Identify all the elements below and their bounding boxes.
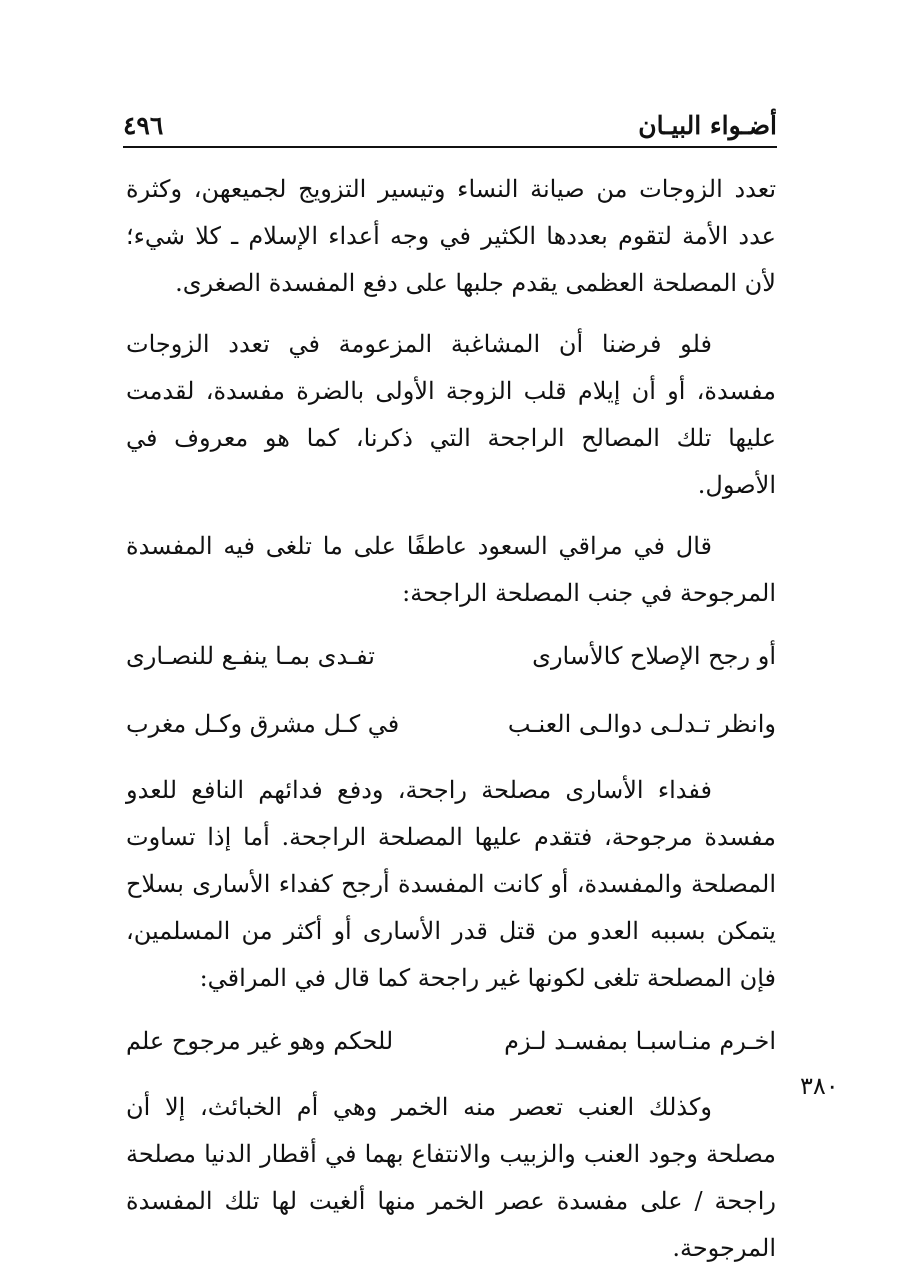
verse-second-hemistich: في كـل مشرق وكـل مغرب <box>126 710 400 738</box>
paragraph: فلو فرضنا أن المشاغبة المزعومة في تعدد الزوجات مفسدة، أو أن إيلام قلب الزوجة الأولى بالضرة مفسدة، لقدمت عليها تلك المصالح الراجحة التي ذكرنا، كما هو معروف في الأصول. <box>126 330 776 499</box>
margin-page-reference: ٣٨٠ <box>800 1072 839 1100</box>
page-number: ٤٩٦ <box>123 111 164 140</box>
paragraph: وكذلك العنب تعصر منه الخمر وهي أم الخبائث، إلا أن مصلحة وجود العنب والزبيب والانتفاع بهما في أقطار الدنيا مصلحة راجحة / على مفسدة عصر الخمر منها ألغيت لها تلك المفسدة المرجوحة. <box>126 1093 776 1262</box>
verse-line <box>126 1016 776 1066</box>
verse-first-hemistich: اخـرم منـاسبـا بمفسـد لـزم <box>504 1027 776 1055</box>
page-body <box>126 166 776 1286</box>
paragraph: ففداء الأسارى مصلحة راجحة، ودفع فدائهم النافع للعدو مفسدة مرجوحة، فتقدم عليها المصلحة الراجحة. أما إذا تساوت المصلحة والمفسدة، أو كانت المفسدة أرجح كفداء الأسارى بسلاح يتمكن بسببه العدو من قتل قدر الأسارى أو أكثر من المسلمين، فإن المصلحة تلغى لكونها غير راجحة كما قال في المراقي: <box>126 776 776 992</box>
verse-line <box>126 631 776 681</box>
verse-first-hemistich: أو رجح الإصلاح كالأسارى <box>532 642 776 670</box>
book-title: أضـواء البيـان <box>638 111 777 140</box>
verse-line <box>126 699 776 749</box>
verse-second-hemistich: للحكم وهو غير مرجوح علم <box>126 1027 394 1055</box>
verse-first-hemistich: وانظر تـدلـى دوالـى العنـب <box>507 710 776 738</box>
paragraph: قال في مراقي السعود عاطفًا على ما تلغى فيه المفسدة المرجوحة في جنب المصلحة الراجحة: <box>126 532 776 607</box>
paragraph: تعدد الزوجات من صيانة النساء وتيسير التزويج لجميعهن، وكثرة عدد الأمة لتقوم بعددها الكثير في وجه أعداء الإسلام ـ كلا شيء؛ لأن المصلحة العظمى يقدم جلبها على دفع المفسدة الصغرى. <box>126 175 776 297</box>
verse-second-hemistich: تفـدى بمـا ينفـع للنصـارى <box>126 642 375 670</box>
header-rule <box>123 146 777 148</box>
running-header <box>123 108 777 144</box>
